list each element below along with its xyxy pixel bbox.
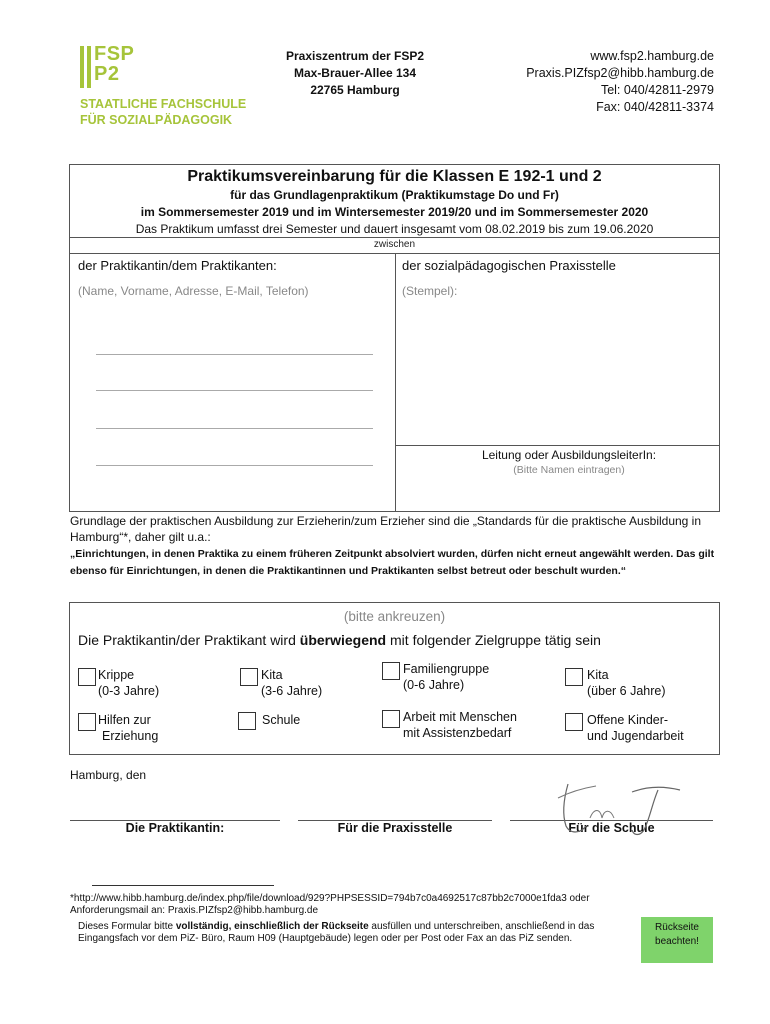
standards-quote: „Einrichtungen, in denen Praktika zu einem früheren Zeitpunkt absolviert wurden, dürfen nicht erneut angewählt werden. Das gilt ebenso für Einrichtungen, in denen die Praktikantinnen und Praktikanten selbst betreut oder beschult wurden.“	[70, 548, 715, 577]
signature-label-intern: Die Praktikantin:	[125, 821, 225, 835]
checkbox-familiengruppe[interactable]	[382, 662, 400, 680]
intern-heading: der Praktikantin/dem Praktikanten:	[78, 258, 277, 273]
supervisor-label: Leitung oder AusbildungsleiterIn:	[481, 448, 657, 462]
signature-label-school: Für die Schule	[568, 821, 655, 835]
form-title: Praktikumsvereinbarung für die Klassen E 192-1 und 2	[187, 168, 602, 185]
intern-field-hint: (Name, Vorname, Adresse, E-Mail, Telefon)	[78, 284, 309, 298]
school-name: STAATLICHE FACHSCHULE FÜR SOZIALPÄDAGOGIK	[80, 97, 247, 127]
footnote-email[interactable]: Anforderungsmail an: Praxis.PIZfsp2@hibb.hamburg.de	[70, 905, 319, 916]
option-label: Hilfen zur Erziehung	[98, 713, 159, 743]
checkbox-krippe[interactable]	[78, 668, 96, 686]
option-label: Krippe (0-3 Jahre)	[98, 668, 160, 698]
form-subtitle-2: im Sommersemester 2019 und im Wintersemester 2019/20 und im Sommersemester 2020	[140, 205, 649, 219]
checkbox-assistenzbedarf[interactable]	[382, 710, 400, 728]
checkbox-kita-3-6[interactable]	[240, 668, 258, 686]
supervisor-hint: (Bitte Namen eintragen)	[513, 464, 625, 476]
stamp-field-hint: (Stempel):	[402, 284, 458, 298]
website-link[interactable]: www.fsp2.hamburg.de	[590, 49, 714, 63]
form-subtitle-1: für das Grundlagenpraktikum (Praktikumstage Do und Fr)	[230, 188, 559, 202]
intern-input-line-4[interactable]	[96, 465, 373, 466]
option-label: Arbeit mit Menschen mit Assistenzbedarf	[403, 710, 517, 740]
column-divider	[395, 253, 396, 512]
intern-input-line-3[interactable]	[96, 428, 373, 429]
intern-input-line-1[interactable]	[96, 354, 373, 355]
checkbox-kita-ueber-6[interactable]	[565, 668, 583, 686]
contact-block	[470, 48, 714, 116]
between-label: zwischen	[373, 239, 416, 250]
address-block: Praxiszentrum der FSP2 Max-Brauer-Allee 134 22765 Hamburg	[285, 49, 425, 97]
form-subtitle-3: Das Praktikum umfasst drei Semester und dauert insgesamt vom 08.02.2019 bis zum 19.06.2020	[135, 222, 654, 236]
option-label: Schule	[262, 713, 301, 727]
backside-badge: Rückseite beachten!	[641, 917, 713, 963]
option-label: Kita (über 6 Jahre)	[587, 668, 666, 698]
phone: Tel: 040/42811-2979	[600, 83, 714, 97]
standards-text: Grundlage der praktischen Ausbildung zur Erzieherin/zum Erzieher sind die „Standards für die praktische Ausbildung in Hamburg“*, daher gilt u.a.:	[70, 514, 702, 544]
option-label: Kita (3-6 Jahre)	[261, 668, 323, 698]
footnote-link[interactable]: *http://www.hibb.hamburg.de/index.php/file/download/929?PHPSESSID=794b7c0a4692517c87bb2c7000e1fda3 oder	[70, 893, 590, 904]
signature-label-institution: Für die Praxisstelle	[337, 821, 453, 835]
handwritten-signature	[540, 778, 690, 838]
place-date-label: Hamburg, den	[70, 768, 147, 782]
checkbox-hilfen-zur-erziehung[interactable]	[78, 713, 96, 731]
option-label: Offene Kinder- und Jugendarbeit	[587, 713, 684, 743]
intern-input-line-2[interactable]	[96, 390, 373, 391]
divider	[69, 237, 720, 238]
checkbox-offene-jugendarbeit[interactable]	[565, 713, 583, 731]
tick-hint: (bitte ankreuzen)	[343, 609, 446, 624]
fax: Fax: 040/42811-3374	[596, 100, 714, 114]
footnote	[70, 893, 710, 917]
checkbox-schule[interactable]	[238, 712, 256, 730]
submission-note: Dieses Formular bitte vollständig, einschließlich der Rückseite ausfüllen und unterschreiben, anschließend in das Eingangsfach vor dem PiZ- Büro, Raum H09 (Hauptgebäude) legen oder per Post oder Fax an das PiZ senden.	[78, 921, 595, 944]
footnote-divider	[92, 885, 274, 886]
option-label: Familiengruppe (0-6 Jahre)	[403, 662, 490, 692]
divider	[395, 445, 720, 446]
institution-heading: der sozialpädagogischen Praxisstelle	[402, 258, 616, 273]
logo-letters: FSP P2	[94, 43, 135, 85]
email-link[interactable]: Praxis.PIZfsp2@hibb.hamburg.de	[526, 66, 714, 80]
target-group-question: Die Praktikantin/der Praktikant wird überwiegend mit folgender Zielgruppe tätig sein	[78, 632, 601, 648]
